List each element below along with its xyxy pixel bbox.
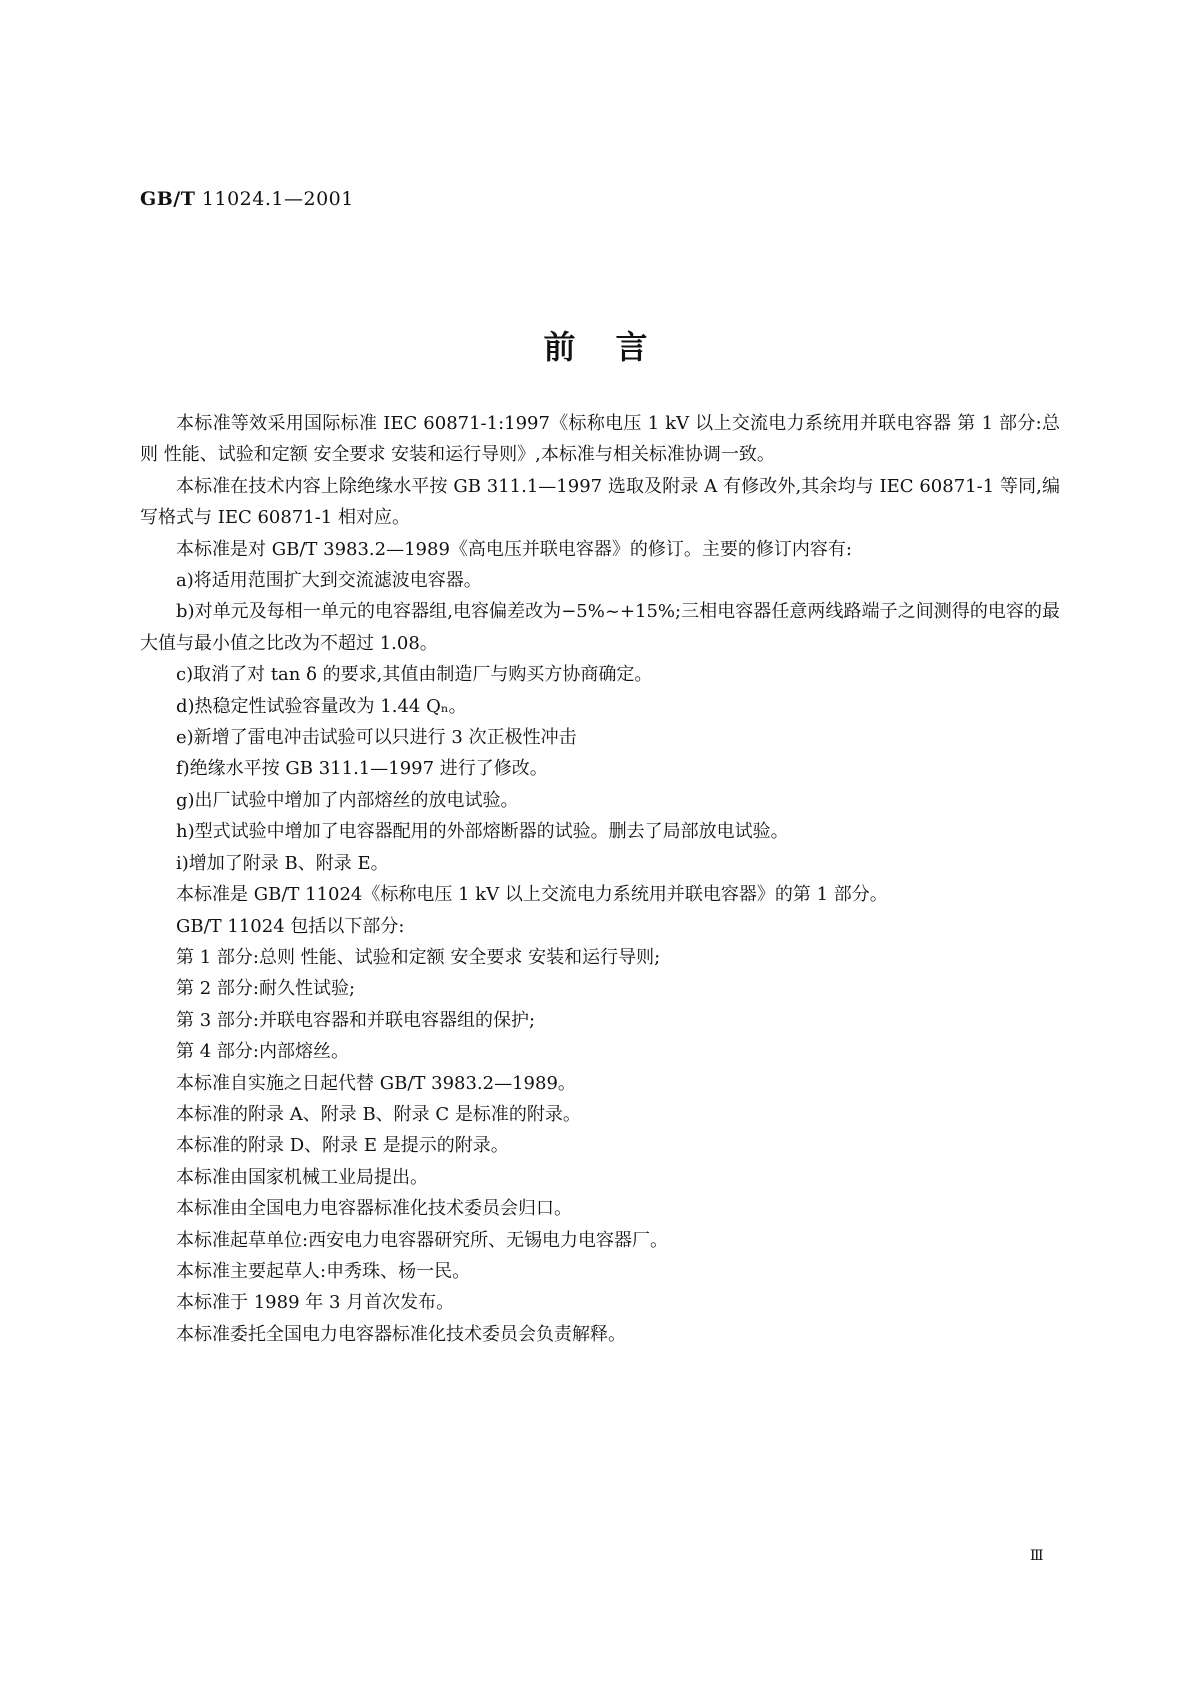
paragraph-parts-intro: GB/T 11024 包括以下部分: [176,915,405,937]
document-code [140,188,354,210]
revision-item-f: f)绝缘水平按 GB 311.1—1997 进行了修改。 [176,758,548,780]
document-code-prefix: GB/T [140,188,196,210]
part-3: 第 3 部分:并联电容器和并联电容器组的保护; [176,1009,536,1031]
revision-item-i: i)增加了附录 B、附录 E。 [176,852,389,874]
revision-item-e: e)新增了雷电冲击试验可以只进行 3 次正极性冲击 [176,727,577,749]
part-2: 第 2 部分:耐久性试验; [176,978,356,1000]
paragraph-proposed-by: 本标准由国家机械工业局提出。 [176,1166,428,1188]
page-title: 前言 [543,328,688,366]
paragraph-centralized-by: 本标准由全国电力电容器标准化技术委员会归口。 [176,1198,572,1220]
paragraph-normative-annexes: 本标准的附录 A、附录 B、附录 C 是标准的附录。 [176,1103,581,1125]
foreword-body [140,408,1060,1350]
revision-item-b: b)对单元及每相一单元的电容器组,电容偏差改为−5%~+15%;三相电容器任意两线路端子之间测得的电容的最大值与最小值之比改为不超过 1.08。 [140,601,1060,654]
paragraph-interpretation: 本标准委托全国电力电容器标准化技术委员会负责解释。 [176,1323,626,1345]
page-number: Ⅲ [1030,1548,1044,1564]
paragraph-scope: 本标准等效采用国际标准 IEC 60871-1:1997《标称电压 1 kV 以上交流电力系统用并联电容器 第 1 部分:总则 性能、试验和定额 安全要求 安装和运行导则》,本标准与相关标准协调一致。 [140,413,1060,466]
paragraph-replaces: 本标准自实施之日起代替 GB/T 3983.2—1989。 [176,1072,576,1094]
revision-item-h: h)型式试验中增加了电容器配用的外部熔断器的试验。删去了局部放电试验。 [176,821,789,843]
paragraph-informative-annexes: 本标准的附录 D、附录 E 是提示的附录。 [176,1135,509,1157]
document-code-number: 11024.1—2001 [201,188,354,210]
paragraph-revision-intro: 本标准是对 GB/T 3983.2—1989《高电压并联电容器》的修订。主要的修订内容有: [176,538,852,560]
paragraph-drafting-units: 本标准起草单位:西安电力电容器研究所、无锡电力电容器厂。 [176,1229,669,1251]
paragraph-drafters: 本标准主要起草人:申秀珠、杨一民。 [176,1260,471,1282]
part-4: 第 4 部分:内部熔丝。 [176,1041,349,1063]
paragraph-equivalence: 本标准在技术内容上除绝缘水平按 GB 311.1—1997 选取及附录 A 有修改外,其余均与 IEC 60871-1 等同,编写格式与 IEC 60871-1 相对应。 [140,475,1060,529]
paragraph-first-issue: 本标准于 1989 年 3 月首次发布。 [176,1292,455,1314]
revision-item-g: g)出厂试验中增加了内部熔丝的放电试验。 [176,789,519,811]
revision-item-c: c)取消了对 tan δ 的要求,其值由制造厂与购买方协商确定。 [176,664,653,686]
part-1: 第 1 部分:总则 性能、试验和定额 安全要求 安装和运行导则; [176,946,661,968]
revision-item-a: a)将适用范围扩大到交流滤波电容器。 [176,570,482,592]
paragraph-part-of: 本标准是 GB/T 11024《标称电压 1 kV 以上交流电力系统用并联电容器》的第 1 部分。 [176,884,888,906]
revision-item-d: d)热稳定性试验容量改为 1.44 Qₙ。 [176,695,467,717]
